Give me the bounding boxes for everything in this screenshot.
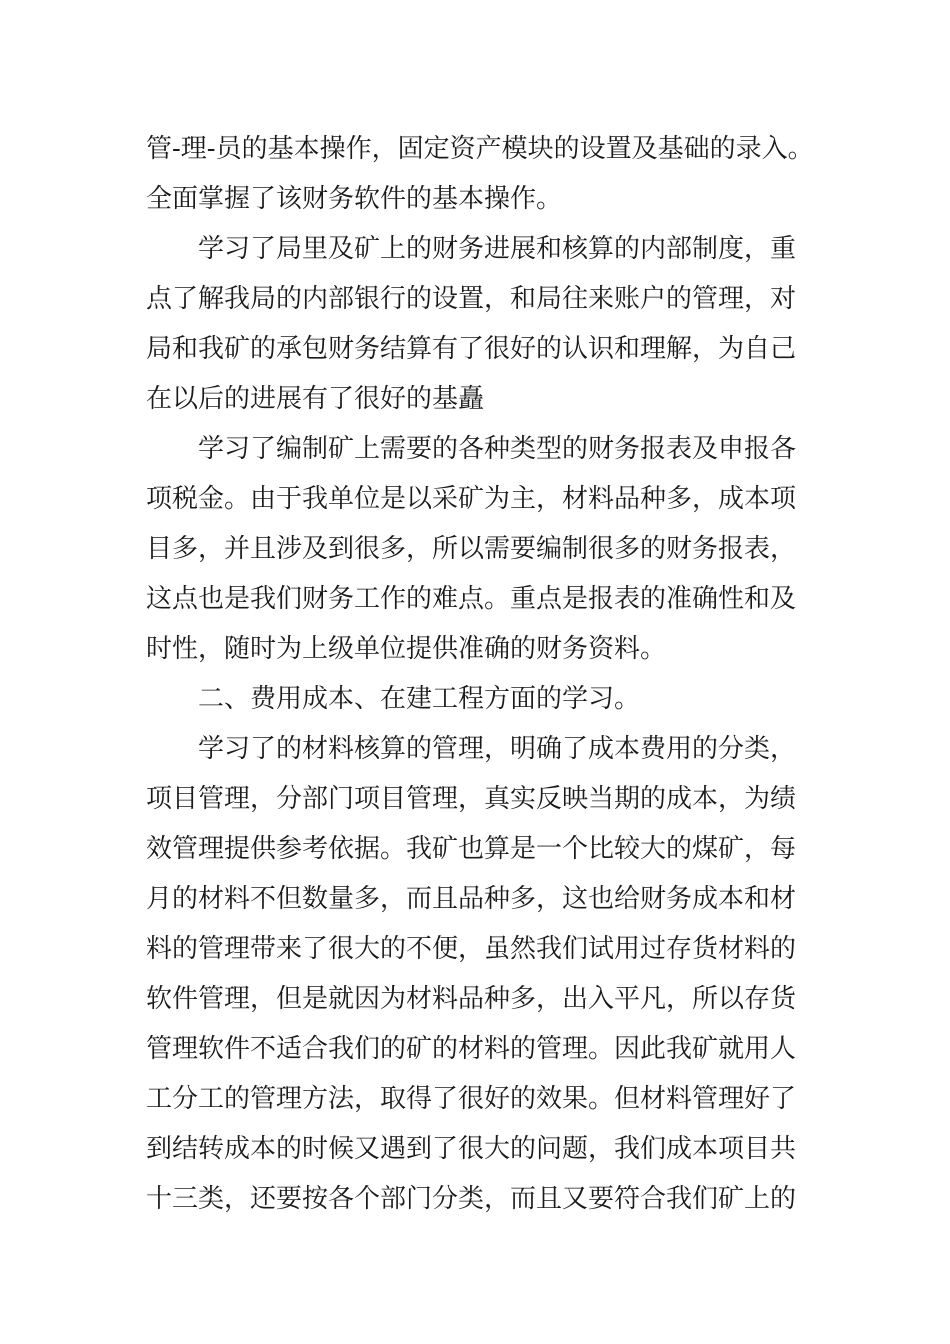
text-line: 月的材料不但数量多，而且品种多，这也给财务成本和材 bbox=[146, 884, 797, 914]
document-body bbox=[146, 124, 818, 1224]
text-line: 目多，并且涉及到很多，所以需要编制很多的财务报表， bbox=[146, 534, 797, 564]
text-line: 点了解我局的内部银行的设置，和局往来账户的管理，对 bbox=[146, 284, 797, 314]
text-line: 在以后的进展有了很好的基矗 bbox=[146, 384, 485, 414]
text-line: 时性，随时为上级单位提供准确的财务资料。 bbox=[146, 634, 667, 664]
text-line: 工分工的管理方法，取得了很好的效果。但材料管理好了 bbox=[146, 1084, 797, 1114]
text-line: 料的管理带来了很大的不便，虽然我们试用过存货材料的 bbox=[146, 934, 797, 964]
text-line: 这点也是我们财务工作的难点。重点是报表的准确性和及 bbox=[146, 584, 797, 614]
text-line: 到结转成本的时候又遇到了很大的问题，我们成本项目共 bbox=[146, 1134, 797, 1164]
text-line: 管-理-员的基本操作，固定资产模块的设置及基础的录入。 bbox=[146, 134, 814, 164]
text-line: 十三类，还要按各个部门分类，而且又要符合我们矿上的 bbox=[146, 1184, 797, 1214]
text-line: 全面掌握了该财务软件的基本操作。 bbox=[146, 184, 563, 214]
text-line: 局和我矿的承包财务结算有了很好的认识和理解，为自己 bbox=[146, 334, 797, 364]
text-line: 项目管理，分部门项目管理，真实反映当期的成本，为绩 bbox=[146, 784, 797, 814]
text-line: 项税金。由于我单位是以采矿为主，材料品种多，成本项 bbox=[146, 484, 797, 514]
text-line: 软件管理，但是就因为材料品种多，出入平凡，所以存货 bbox=[146, 984, 797, 1014]
text-line: 学习了编制矿上需要的各种类型的财务报表及申报各 bbox=[198, 434, 797, 464]
text-line: 效管理提供参考依据。我矿也算是一个比较大的煤矿，每 bbox=[146, 834, 797, 864]
text-line: 管理软件不适合我们的矿的材料的管理。因此我矿就用人 bbox=[146, 1034, 797, 1064]
text-line: 二、费用成本、在建工程方面的学习。 bbox=[198, 684, 641, 714]
text-line: 学习了的材料核算的管理，明确了成本费用的分类， bbox=[198, 734, 797, 764]
text-line: 学习了局里及矿上的财务进展和核算的内部制度，重 bbox=[198, 234, 797, 264]
